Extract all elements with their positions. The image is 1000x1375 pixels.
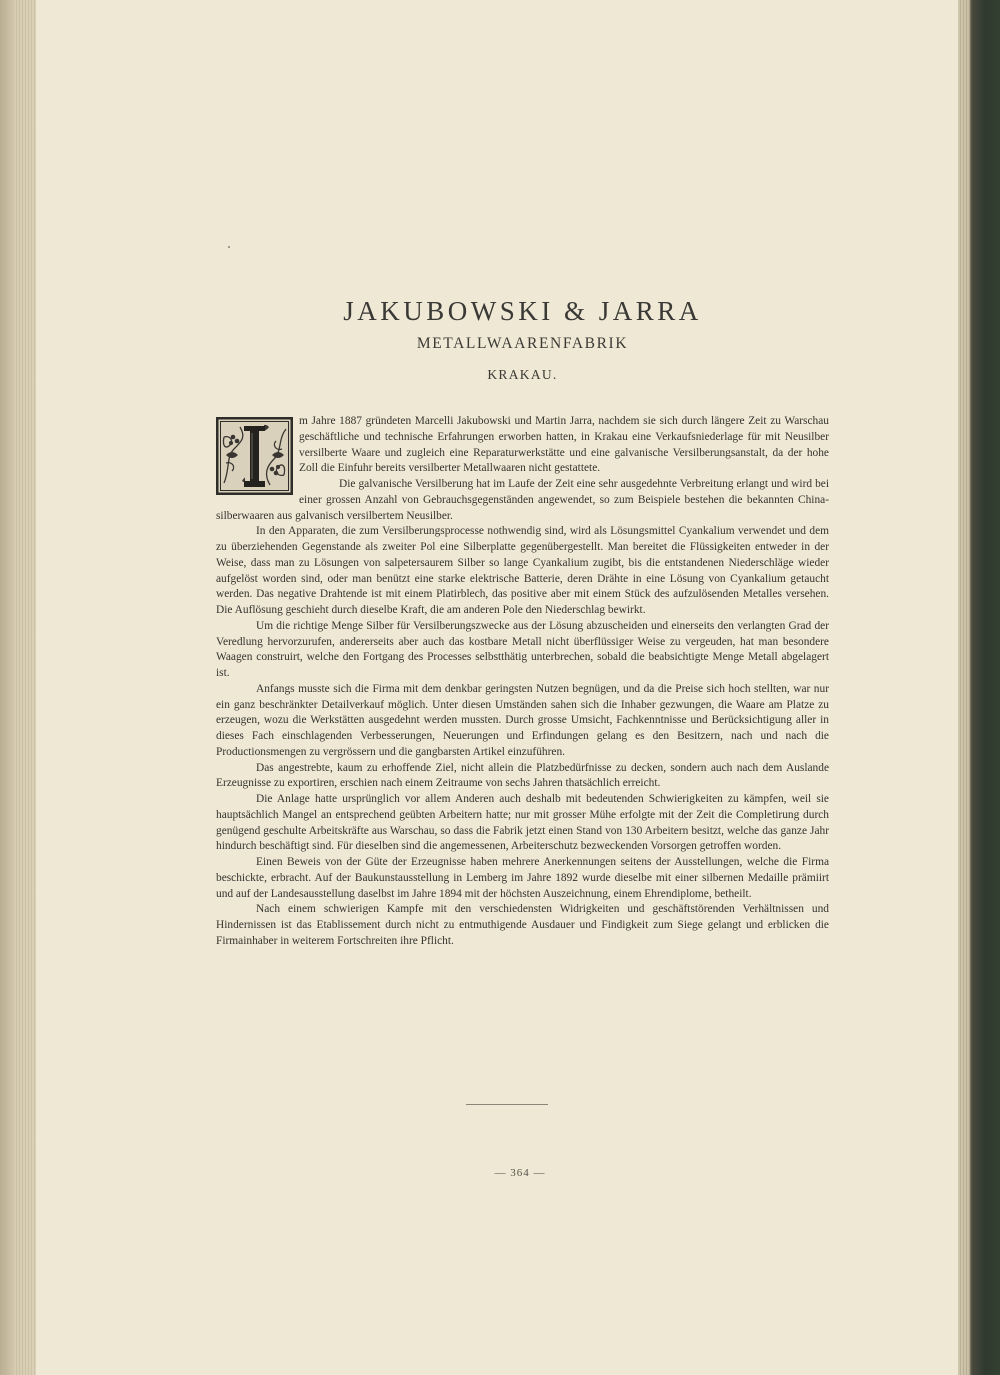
right-page-edges bbox=[958, 0, 970, 1375]
company-title: JAKUBOWSKI & JARRA bbox=[343, 296, 702, 326]
paragraph-7: Die Anlage hatte ursprünglich vor allem Anderen auch deshalb mit bedeutenden Schwierigkeiten zu kämpfen, weil sie hauptsächlich Mangel an entsprechend geübten Arbeitern hatte; nur mit grosser Mühe erfolgte mit der Zeit die Completirung durch genügend geschulte Arbeitskräfte aus Warschau, so dass die Fabrik jetzt einen Stand von 130 Arbeitern besitzt, welche das ganze Jahr hindurch beschäftigt sind. Für dieselben sind die angemessenen, Arbeiterschutz bezweckenden Vorsorgen getroffen worden. bbox=[216, 793, 829, 853]
paper-speck bbox=[228, 246, 230, 248]
paragraph-1: m Jahre 1887 gründeten Marcelli Jakubowski und Martin Jarra, nachdem sie sich durch längere Zeit zu Warschau geschäftliche und technische Erfahrungen erworben hatten, in Krakau eine Verkaufsniederlage für mit Neusilber versilberte Waare und zugleich eine Reparaturwerkstätte und eine galvanische Versilberungsanstalt, da der hohe Zoll die Einfuhr bereits versilberter Metallwaaren nicht gestattete. bbox=[216, 414, 829, 477]
company-city: KRAKAU. bbox=[487, 367, 558, 382]
paragraph-8: Einen Beweis von der Güte der Erzeugnisse haben mehrere Anerkennungen seitens der Ausstellungen, welche die Firma beschickte, erbracht. Auf der Baukunstausstellung in Lemberg im Jahre 1892 wurde dieselbe mit einer silbernen Medaille prämiirt und auf der Landesausstellung daselbst im Jahre 1894 mit der höchsten Auszeichnung, einem Ehrendiplome, betheilt. bbox=[216, 856, 829, 900]
paragraph-6: Das angestrebte, kaum zu erhoffende Ziel, nicht allein die Platzbedürfnisse zu decken, sondern auch nach dem Auslande Erzeugnisse zu exportiren, erschien nach einem Zeitraume von sechs Jahren thatsächlich erreicht. bbox=[216, 761, 829, 790]
paragraph-9: Nach einem schwierigen Kampfe mit den verschiedensten Widrigkeiten und geschäftstörenden Verhältnissen und Hindernissen ist das Etablissement durch nicht zu entmuthigende Ausdauer und Findigkeit zum Siege gelangt und erblicken die Firmainhaber in weiterem Fortschreiten ihre Pflicht. bbox=[216, 903, 829, 947]
closing-rule-divider bbox=[466, 1104, 548, 1105]
paragraph-5: Anfangs musste sich die Firma mit dem denkbar geringsten Nutzen begnügen, und da die Preise sich hoch stellten, war nur ein ganz beschränkter Detailverkauf möglich. Unter diesen Umständen sahen sich die Inhaber gezwungen, die Waare am Platze zu erzeugen, wozu die Werkstätten ausgedehnt werden mussten. Durch grosse Umsicht, Fachkenntnisse und Berücksichtigung aller in dieses Fach einschlagenden Verbesserungen, Neuerungen und Erfindungen gelang es den Besitzern, nach und nach die Productionsmengen zu vergrössern und die gangbarsten Artikel einzuführen. bbox=[216, 682, 829, 758]
paragraph-3: In den Apparaten, die zum Versilberungsprocesse nothwendig sind, wird als Lösungsmittel Cyankalium verwendet und dem zu überziehenden Gegenstande als zweiter Pol eine Silberplatte gegenübergestellt. Man bereitet die Flüssigkeiten entweder in der Weise, dass man zu Lösungen von salpetersaurem Silber so lange Cyankalium zugibt, bis die entstandenen Niederschläge wieder aufgelöst worden sind, oder man benützt eine starke elektrische Batterie, deren Drähte in eine Lösung von Cyankalium getaucht werden. Das negative Drahtende ist mit einem Platirblech, das positive aber mit einem Stück des aufzulösenden Metalles versehen. Die Auflösung geschieht durch dieselbe Kraft, die am anderen Pole den Niederschlag bewirkt. bbox=[216, 525, 829, 616]
decorated-initial-i-icon bbox=[216, 417, 293, 495]
paragraph-2: Die galvanische Versilberung hat im Laufe der Zeit eine sehr ausgedehnte Verbreitung erlangt und wird bei einer grossen Anzahl von Gebrauchsgegenständen angewendet, so zum Beispiele bestehen die bekannten Chinasilberwaaren aus galvanisch versilbertem Neusilber. bbox=[216, 478, 829, 522]
paragraph-4: Um die richtige Menge Silber für Versilberungszwecke aus der Lösung abzuscheiden und einerseits den verlangten Grad der Veredlung hervorzurufen, andererseits aber auch das kostbare Metall nicht überflüssiger Weise zu vergeuden, hat man besondere Waagen construirt, welche den Fortgang des Processes selbstthätig unterbrechen, sobald die beabsichtigte Menge Metall abgelagert ist. bbox=[216, 619, 829, 679]
company-subtitle: METALLWAARENFABRIK bbox=[416, 335, 629, 352]
page-number: — 364 — bbox=[494, 1167, 546, 1179]
left-page-edges bbox=[14, 0, 36, 1375]
article-body bbox=[216, 414, 829, 950]
